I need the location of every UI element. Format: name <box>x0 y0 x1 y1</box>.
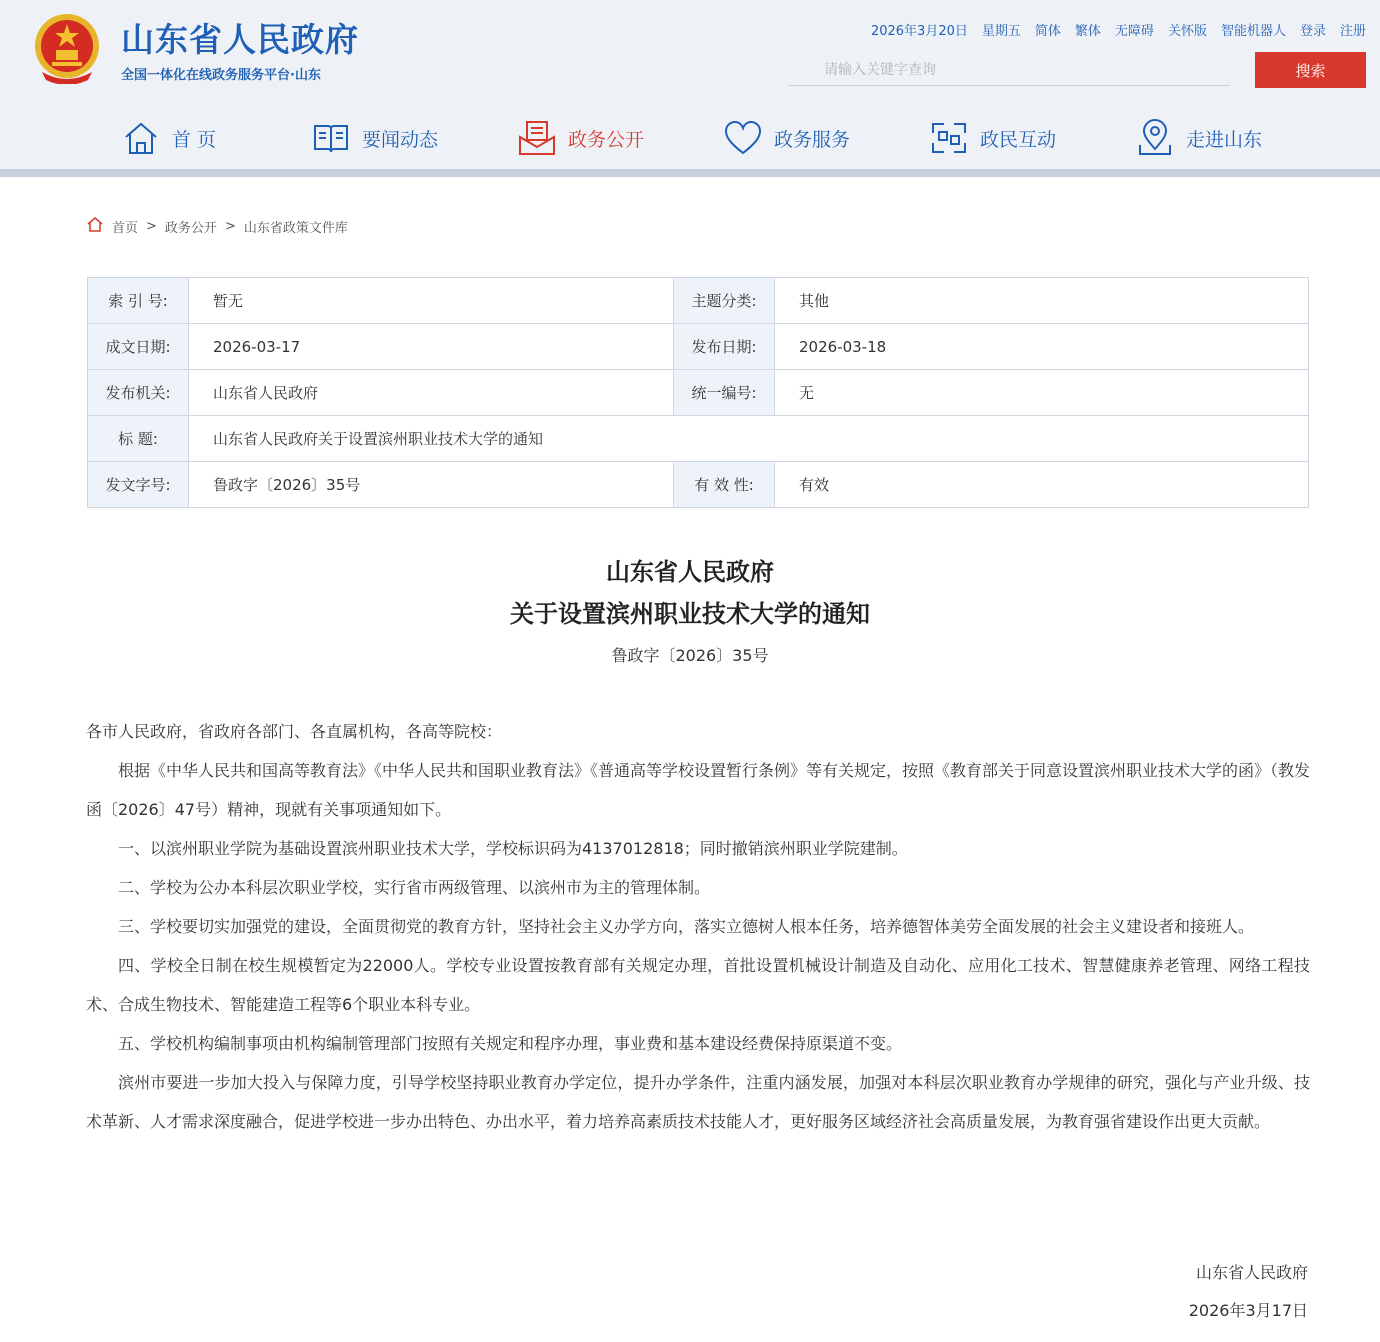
search-button[interactable]: 搜索 <box>1255 52 1366 88</box>
current-weekday: 星期五 <box>981 24 1021 39</box>
nav-label-news: 要闻动态 <box>362 128 439 151</box>
link-register[interactable]: 注册 <box>1339 24 1366 39</box>
issuer-value: 山东省人民政府 <box>189 370 674 416</box>
nav-label-visit-shandong: 走进山东 <box>1186 128 1263 151</box>
docno-value: 鲁政字〔2026〕35号 <box>189 462 674 508</box>
breadcrumb-policy-library[interactable]: 山东省政策文件库 <box>243 220 348 236</box>
location-person-icon <box>1136 119 1174 157</box>
document-title-line1: 山东省人民政府 <box>606 558 774 586</box>
unified-value: 无 <box>775 370 1309 416</box>
document-paragraph: 一、以滨州职业学院为基础设置滨州职业技术大学，学校标识码为4137012818；同时撤销滨州职业学院建制。 <box>118 839 908 858</box>
breadcrumb-separator: > <box>224 218 236 234</box>
site-title[interactable]: 山东省人民政府 <box>121 20 359 59</box>
search-input[interactable] <box>788 54 1230 86</box>
document-signature: 山东省人民政府 <box>1195 1263 1308 1282</box>
topic-value: 其他 <box>775 278 1309 324</box>
home-icon <box>122 119 160 157</box>
document-paragraph: 滨州市要进一步加大投入与保障力度，引导学校坚持职业教育办学定位，提升办学条件，注重内涵发展，加强对本科层次职业教育办学规律的研究，强化与产业升级、技术革新、人才需求深度融合，促进学校进一步办出特色、办出水平，着力培养高素质技术技能人才，更好服务区域经济社会高质量发展，为教育强省建设作出更大贡献。 <box>86 1073 1310 1131</box>
link-login[interactable]: 登录 <box>1299 24 1326 39</box>
title-value: 山东省人民政府关于设置滨州职业技术大学的通知 <box>189 416 1309 462</box>
document-paragraph: 三、学校要切实加强党的建设，全面贯彻党的教育方针，坚持社会主义办学方向，落实立德树人根本任务，培养德智体美劳全面发展的社会主义建设者和接班人。 <box>118 917 1255 936</box>
main-nav <box>0 108 1380 168</box>
link-elder-mode[interactable]: 关怀版 <box>1167 24 1207 39</box>
index-label: 索 引 号: <box>88 278 189 324</box>
issuer-label: 发布机关: <box>88 370 189 416</box>
docno-label: 发文字号: <box>88 462 189 508</box>
created-value: 2026-03-17 <box>189 324 674 370</box>
validity-label: 有 效 性: <box>674 462 775 508</box>
top-links <box>871 20 1366 39</box>
index-value: 暂无 <box>189 278 674 324</box>
published-value: 2026-03-18 <box>775 324 1309 370</box>
breadcrumb <box>86 216 348 236</box>
meta-row <box>88 324 1309 370</box>
current-date: 2026年3月20日 <box>870 24 968 39</box>
nav-item-visit-shandong[interactable] <box>1136 118 1262 158</box>
link-traditional[interactable]: 繁体 <box>1074 24 1101 39</box>
nav-item-gov-service[interactable] <box>724 118 850 158</box>
document-sign-date: 2026年3月17日 <box>1188 1301 1308 1320</box>
heart-service-icon <box>724 119 762 157</box>
meta-row <box>88 370 1309 416</box>
document-body <box>86 712 1310 1141</box>
validity-value: 有效 <box>775 462 1309 508</box>
title-label: 标 题: <box>88 416 189 462</box>
home-crumb-icon[interactable] <box>86 216 104 236</box>
document-meta-table <box>87 277 1309 508</box>
news-book-icon <box>312 119 350 157</box>
nav-item-gov-open[interactable] <box>518 118 644 158</box>
document-title-line2: 关于设置滨州职业技术大学的通知 <box>510 600 870 628</box>
nav-label-home: 首 页 <box>172 128 217 151</box>
national-emblem-icon <box>32 12 102 84</box>
breadcrumb-gov-open[interactable]: 政务公开 <box>164 220 217 236</box>
link-accessibility[interactable]: 无障碍 <box>1114 24 1154 39</box>
meta-row <box>88 462 1309 508</box>
document-number: 鲁政字〔2026〕35号 <box>611 646 769 665</box>
nav-label-gov-open: 政务公开 <box>568 128 645 151</box>
document-salutation: 各市人民政府，省政府各部门、各直属机构，各高等院校： <box>86 722 503 741</box>
nav-item-news[interactable] <box>312 118 438 158</box>
link-smart-robot[interactable]: 智能机器人 <box>1220 24 1286 39</box>
breadcrumb-home[interactable]: 首页 <box>112 220 139 236</box>
site-subtitle: 全国一体化在线政务服务平台·山东 <box>121 68 321 83</box>
published-label: 发布日期: <box>674 324 775 370</box>
interaction-icon <box>930 119 968 157</box>
document-paragraph: 四、学校全日制在校生规模暂定为22000人。学校专业设置按教育部有关规定办理，首批设置机械设计制造及自动化、应用化工技术、智慧健康养老管理、网络工程技术、合成生物技术、智能建造工程等6个职业本科专业。 <box>86 956 1310 1014</box>
meta-row <box>88 416 1309 462</box>
meta-row <box>88 278 1309 324</box>
link-simplified[interactable]: 简体 <box>1034 24 1061 39</box>
nav-label-gov-service: 政务服务 <box>774 128 851 151</box>
document-paragraph: 根据《中华人民共和国高等教育法》《中华人民共和国职业教育法》《普通高等学校设置暂行条例》等有关规定，按照《教育部关于同意设置滨州职业技术大学的函》（教发函〔2026〕47号）精神，现就有关事项通知如下。 <box>86 761 1311 819</box>
document-paragraph: 五、学校机构编制事项由机构编制管理部门按照有关规定和程序办理，事业费和基本建设经费保持原渠道不变。 <box>118 1034 903 1053</box>
header-divider <box>0 169 1380 177</box>
topic-label: 主题分类: <box>674 278 775 324</box>
breadcrumb-separator: > <box>146 218 157 234</box>
created-label: 成文日期: <box>88 324 189 370</box>
nav-item-home[interactable] <box>122 118 216 158</box>
site-header <box>0 0 1380 170</box>
nav-item-interaction[interactable] <box>930 118 1056 158</box>
unified-label: 统一编号: <box>674 370 775 416</box>
government-open-icon <box>518 119 556 157</box>
nav-label-interaction: 政民互动 <box>980 128 1057 151</box>
document-paragraph: 二、学校为公办本科层次职业学校，实行省市两级管理、以滨州市为主的管理体制。 <box>118 878 711 897</box>
